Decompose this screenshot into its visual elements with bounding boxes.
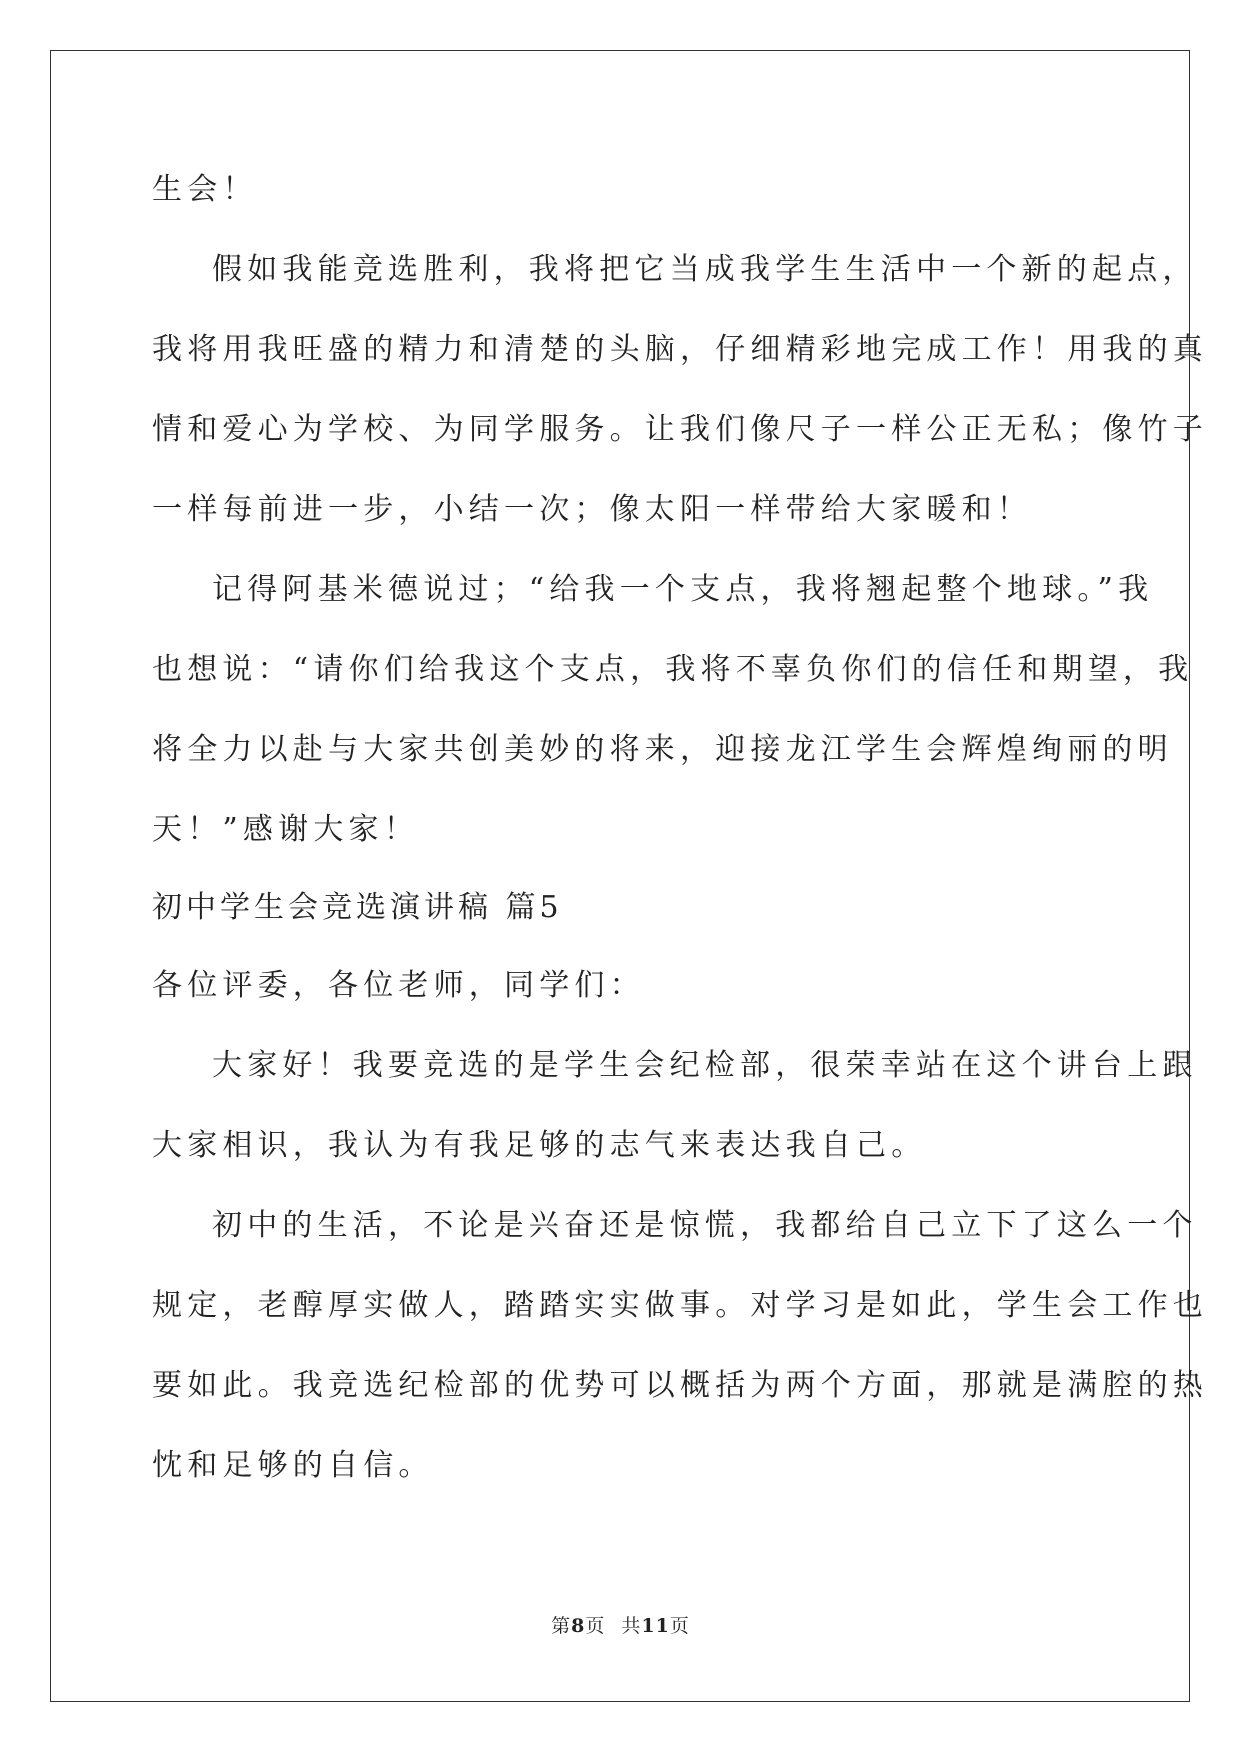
total-page-count: 11 [641,1615,670,1637]
text-line: 我将用我旺盛的精力和清楚的头脑，仔细精彩地完成工作！用我的真 [152,332,1208,367]
paragraph-start-line: 记得阿基米德说过；“给我一个支点，我将翘起整个地球。”我 [212,572,1154,607]
paragraph-start-line: 初中的生活，不论是兴奋还是惊慌，我都给自己立下了这么一个 [212,1208,1198,1243]
text-line: 要如此。我竞选纪检部的优势可以概括为两个方面，那就是满腔的热 [152,1368,1208,1403]
text-line: 将全力以赴与大家共创美妙的将来，迎接龙江学生会辉煌绚丽的明 [152,732,1173,767]
text-line: 天！”感谢大家！ [152,812,419,847]
text-line: 规定，老醇厚实做人，踏踏实实做事。对学习是如此，学生会工作也 [152,1288,1208,1323]
footer-total-suffix: 页 [669,1615,690,1637]
page-footer [0,1614,1241,1638]
text-line: 情和爱心为学校、为同学服务。让我们像尺子一样公正无私；像竹子 [152,412,1208,447]
footer-page-suffix: 页 [585,1615,606,1637]
text-line: 忱和足够的自信。 [152,1448,434,1483]
current-page-number: 8 [571,1615,586,1637]
text-line: 一样每前进一步，小结一次；像太阳一样带给大家暖和！ [152,492,1032,527]
paragraph-start-line: 大家好！我要竞选的是学生会纪检部，很荣幸站在这个讲台上跟 [212,1048,1198,1083]
salutation-line: 各位评委，各位老师，同学们： [152,968,645,1003]
text-line: 大家相识，我认为有我足够的志气来表达我自己。 [152,1128,927,1163]
footer-total-prefix: 共 [621,1615,642,1637]
text-line: 生会！ [152,172,258,207]
section-heading: 初中学生会竞选演讲稿 篇5 [152,890,563,925]
paragraph-start-line: 假如我能竞选胜利，我将把它当成我学生生活中一个新的起点， [212,252,1198,287]
text-line: 也想说：“请你们给我这个支点，我将不辜负你们的信任和期望，我 [152,652,1194,687]
footer-prefix: 第 [551,1615,572,1637]
